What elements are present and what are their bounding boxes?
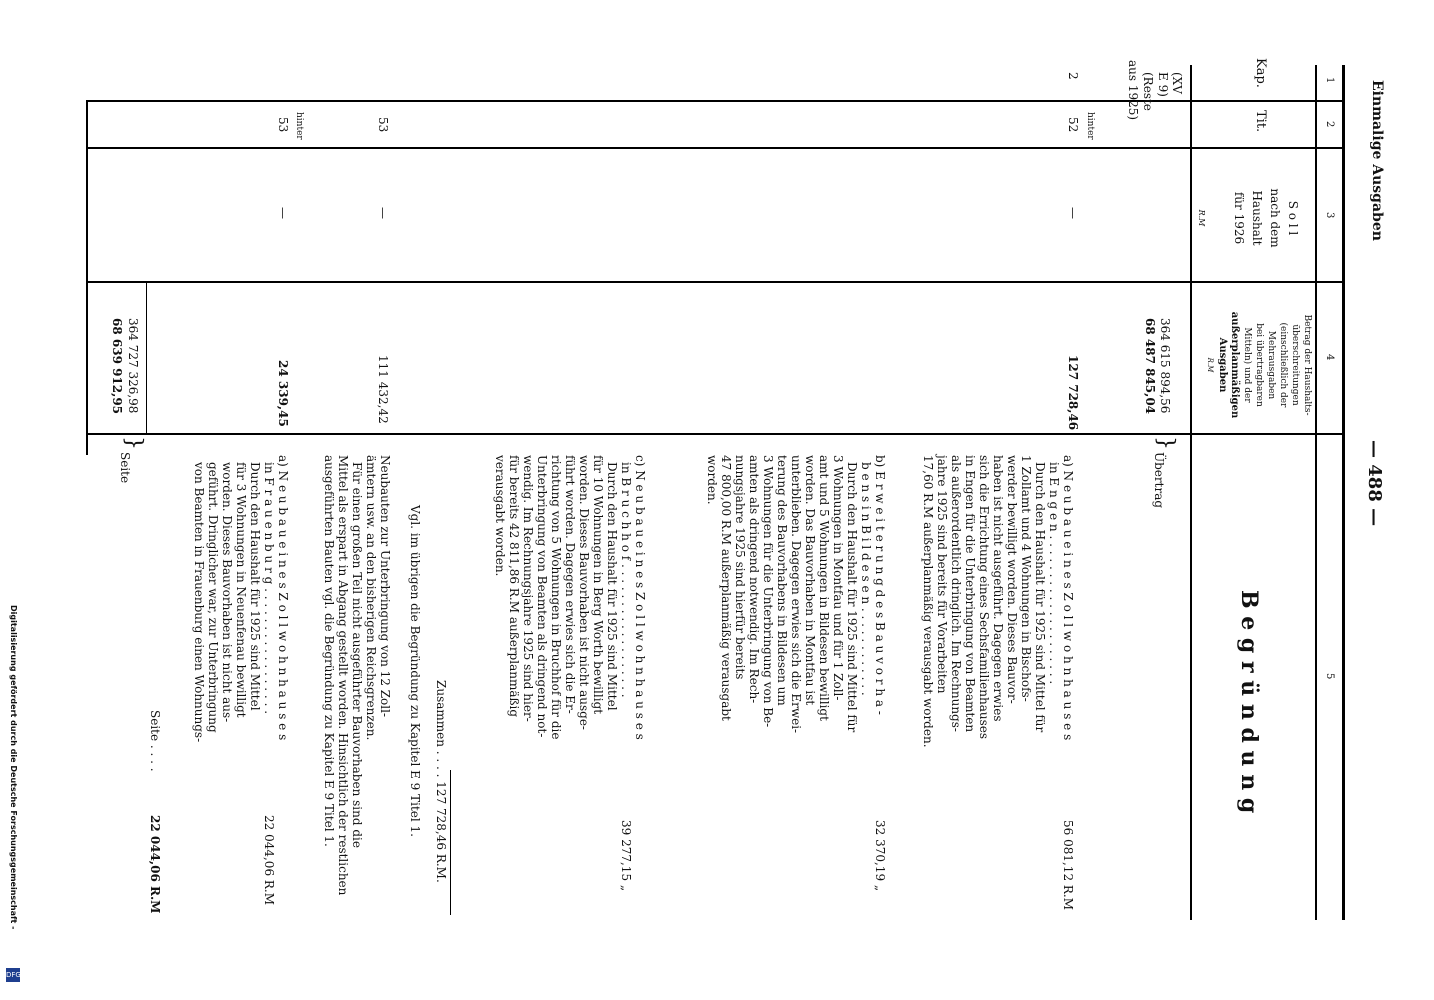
text-line: amten als dringend notwendig. Im Rech-	[747, 455, 761, 704]
text-line: nungsjahre 1925 sind hierfür bereits	[733, 455, 747, 680]
seite-label: Seite	[118, 452, 132, 484]
header-tit: Tit.	[1253, 110, 1268, 133]
text-line: wendig. Im Rechnungsjahre 1925 sind hier-	[521, 455, 535, 722]
text-amount: 39 277,15 „	[619, 820, 633, 892]
text-line: von Beamten in Frauenburg einen Wohnungs-	[192, 462, 206, 743]
text-line: Vgl. im übrigen die Begründung zu Kapitel E 9 Titel 1.	[408, 505, 422, 837]
text-line: sich die Errichtung eines Sechsfamilienhauses	[977, 455, 991, 740]
text-amount: 22 044,06 R.M	[262, 815, 276, 906]
text-amount: 32 370,19 „	[873, 820, 887, 892]
column-number-2: 2	[1324, 121, 1335, 128]
text-amount: 56 081,12 R.M	[1061, 820, 1075, 911]
text-line: Durch den Haushalt für 1925 sind Mittel für	[845, 462, 859, 733]
text-line: unterblieben. Dagegen erwies sich die Erwei-	[789, 455, 803, 734]
text-amount: 22 044,06 R.M	[148, 815, 162, 914]
text-line: 1 Zollamt und 4 Wohnungen in Bischofs-	[1019, 455, 1033, 702]
text-line: 3 Wohnungen für die Unterbringung von Be-	[761, 455, 775, 728]
text-line: Durch den Haushalt für 1925 sind Mittel	[248, 462, 262, 711]
text-line: b) E r w e i t e r u n g d e s B a u v o r h a -	[873, 455, 887, 715]
col-rule-4	[86, 433, 1344, 435]
text-line: in Engen für die Unterbringung von Beamten	[963, 455, 977, 733]
seite-sum-rule	[146, 283, 147, 433]
text-line: terung des Bauvorhabens in Bildesen um	[775, 455, 789, 706]
text-line: worden. Dieses Bauvorhaben ist nicht ausge-	[577, 455, 591, 730]
seite-brace: }	[121, 436, 146, 450]
betrag-value: 24 339,45	[276, 360, 290, 427]
text-line: in B r u c h h o f . . . . . . . . . . . . . . . . . .	[619, 462, 633, 698]
text-line: werder bewilligt worden. Dieses Bauvor-	[1005, 455, 1019, 704]
text-line: verausgabt worden.	[493, 455, 507, 577]
uebertrag-value-2: 68 487 845,04	[1143, 318, 1157, 415]
text-line: a) N e u b a u e i n e s Z o l l w o h n h a u s e s	[276, 455, 290, 741]
column-number-5: 5	[1324, 673, 1335, 680]
text-line: haben ist nicht ausgeführt. Dagegen erwies	[991, 455, 1005, 722]
text-line: Durch den Haushalt für 1925 sind Mittel	[605, 462, 619, 711]
text-line: für 3 Wohnungen in Neuenfenau bewilligt	[234, 462, 248, 718]
text-line: b e n s i n B i l d e s e n . . . . . . . . . . . .	[859, 462, 873, 696]
text-line: richtung von 5 Wohnungen in Bruchhof für die	[549, 455, 563, 740]
text-line: für 10 Wohnungen in Berg Worth bewilligt	[591, 455, 605, 715]
page-title: Einmalige Ausgaben	[1369, 80, 1385, 241]
header-divider	[1315, 65, 1317, 920]
text-line: ausgeführten Bauten vgl. die Begründung zu Kapitel E 9 Titel 1.	[322, 455, 336, 847]
text-line: für bereits 42 811,86 R.M außerplanmäßig	[507, 455, 521, 718]
text-line: Unterbringung von Beamten als dringend not-	[535, 455, 549, 738]
header-kap: Kap.	[1253, 58, 1268, 88]
text-line: jahre 1925 sind bereits für Vorarbeiten	[935, 455, 949, 694]
text-line: als außerordentlich dringlich. Im Rechnungs-	[949, 455, 963, 732]
uebertrag-label: Übertrag	[1152, 452, 1166, 509]
col-rule-2	[86, 147, 1344, 149]
header-begruendung: B e g r ü n d u n g	[1236, 590, 1262, 814]
column-number-1: 1	[1324, 77, 1335, 84]
text-line: worden. Das Bauvorhaben in Montfau ist	[803, 455, 817, 706]
text-line: worden.	[705, 455, 719, 505]
text-line: ämtern usw. an den bisherigen Reichsgrenzen.	[364, 455, 378, 741]
header-bottom-rule	[1190, 65, 1192, 920]
text-line: Seite . . . .	[148, 710, 162, 772]
text-line: 47 800,00 R.M außerplanmäßig verausgabt	[719, 455, 733, 721]
uebertrag-brace: }	[1153, 436, 1178, 450]
text-line: 17,60 R.M außerplanmäßig verausgabt worden.	[921, 455, 935, 748]
text-line: Für einen großen Teil nicht ausgeführter Bauvorhaben sind die	[350, 462, 364, 848]
text-line: c) N e u b a u e i n e s Z o l l w o h n h a u s e s	[633, 455, 647, 740]
soll-dash: —	[276, 207, 290, 219]
col-rule-1	[86, 100, 1344, 102]
betrag-value: 127 728,46	[1066, 355, 1080, 431]
text-line: geführt. Dringlicher war, zur Unterbringung	[206, 462, 220, 733]
table-border-left	[86, 100, 88, 455]
page-number: — 488 —	[1364, 440, 1385, 527]
soll-dash: —	[1066, 207, 1080, 219]
text-line: in F r a u e n b u r g . . . . . . . . . . . . . . . . .	[262, 462, 276, 715]
seite-value-1: 364 727 326,98	[126, 318, 140, 414]
table-border-right	[1342, 65, 1345, 920]
text-line: in E n g e n . . . . . . . . . . . . . . . . . . . .	[1047, 462, 1061, 685]
zusammen-rule	[450, 770, 451, 915]
dfg-logo: DFG	[6, 968, 20, 982]
scanned-page: 1 2 3 4 5 Einmalige Ausgaben — 488 — Kap. Tit. S o l l nach dem Haushalt für 1926 R.M Betrag der Haushalts- überschreitungen (einschließlich der Mehrausgaben bei übertragbaren Mitteln) und der außerplanmäßigen Ausgaben R.M B e g r ü n d u n g (XV E 9) (Reste aus 1925) 2 hinter 52 53 hinter 53 — — — 364 615 894,56 68 487 845,04 } Übertrag 127 728,46 111 432,42 24 339,45 364 727 326,98 68 639 912,95 } Seite a) N e u b a u e i n e s Z o l l w o h n h a u s e s 56 081,12 R.M in E n g e n . . . . . . . . . . . . . . . . . . . . Durch den Haushalt für 1925 sind Mittel für 1 Zollamt und 4 Wohnungen in Bischofs- werder bewilligt worden. Dieses Bauvor- haben ist nicht ausgeführt. Dagegen erwies sich die Errichtung eines Sechsfamilienhauses in Engen für die Unterbringung von Beamten als außerordentlich dringlich. Im Rechnungs- jahre 1925 sind bereits für Vorarbeiten 17,60 R.M außerplanmäßig verausgabt worden. b) E r w e i t e r u n g d e s B a u v o r h a - 32 370,19 „ b e n s i n B i l d e s e n . . . . . . . . . . . . Durch den Haushalt für 1925 sind Mittel für 3 Wohnungen in Montfau und für 1 Zoll- amt und 5 Wohnungen in Bildesen bewilligt worden. Das Bauvorhaben in Montfau ist unterblieben. Dagegen erwies sich die Erwei- terung des Bauvorhabens in Bildesen um 3 Wohnungen für die Unterbringung von Be- amten als dringend notwendig. Im Rech- nungsjahre 1925 sind hierfür bereits 47 800,00 R.M außerplanmäßig verausgabt worden. c) N e u b a u e i n e s Z o l l w o h n h a u s e s 39 277,15 „ in B r u c h h o f . . . . . . . . . . . . . . . . . . Durch den Haushalt für 1925 sind Mittel für 10 Wohnungen in Berg Worth bewilligt worden. Dieses Bauvorhaben ist nicht ausge- führt worden. Dagegen erwies sich die Er- richtung von 5 Wohnungen in Bruchhof für die Unterbringung von Beamten als dringend not- wendig. Im Rechnungsjahre 1925 sind hier- für bereits 42 811,86 R.M außerplanmäßig verausgabt worden. Zusammen . . . . 127 728,46 R.M. Vgl. im übrigen die Begründung zu Kapitel E 9 Titel 1. Neubauten zur Unterbringung von 12 Zoll- ämtern usw. an den bisherigen Reichsgrenzen. Für einen großen Teil nicht ausgeführter Bauvorhaben sind die Mittel als erspart in Abgang gestellt worden. Hinsichtlich der restlichen ausgeführten Bauten vgl. die Begründung zu Kapitel E 9 Titel 1. a) N e u b a u e i n e s Z o l l w o h n h a u s e s 22 044,06 R.M in F r a u e n b u r g . . . . . . . . . . . . . . . . . Durch den Haushalt für 1925 sind Mittel für 3 Wohnungen in Neuenfenau bewilligt worden. Dieses Bauvorhaben ist nicht aus- geführt. Dringlicher war, zur Unterbringung von Beamten in Frauenburg einen Wohnungs- Seite . . . . 22 044,06 R.M Digitalisierung gefördert durch die Deutsche Forschungsgemeinschaft - DFG	[0, 0, 1434, 1000]
text-line: Neubauten zur Unterbringung von 12 Zoll-	[378, 455, 392, 718]
text-line: Durch den Haushalt für 1925 sind Mittel für	[1033, 462, 1047, 733]
text-line: führt worden. Dagegen erwies sich die Er-	[563, 455, 577, 714]
column-number-4: 4	[1324, 354, 1335, 361]
col-rule-3	[86, 281, 1344, 283]
text-line: worden. Dieses Bauvorhaben ist nicht aus-	[220, 462, 234, 723]
text-line: Zusammen . . . . 127 728,46 R.M.	[434, 680, 448, 883]
text-line: Mittel als erspart in Abgang gestellt worden. Hinsichtlich der restlichen	[336, 455, 350, 896]
text-line: amt und 5 Wohnungen in Bildesen bewilligt	[817, 455, 831, 721]
column-number-3: 3	[1324, 212, 1335, 219]
text-line: a) N e u b a u e i n e s Z o l l w o h n h a u s e s	[1061, 455, 1075, 741]
betrag-value: 111 432,42	[376, 355, 390, 424]
text-line: 3 Wohnungen in Montfau und für 1 Zoll-	[831, 455, 845, 701]
seite-value-2: 68 639 912,95	[110, 318, 124, 415]
soll-dash: —	[376, 207, 390, 219]
footer-credit: Digitalisierung gefördert durch die Deutsche Forschungsgemeinschaft -	[9, 605, 18, 930]
uebertrag-value-1: 364 615 894,56	[1158, 318, 1172, 414]
